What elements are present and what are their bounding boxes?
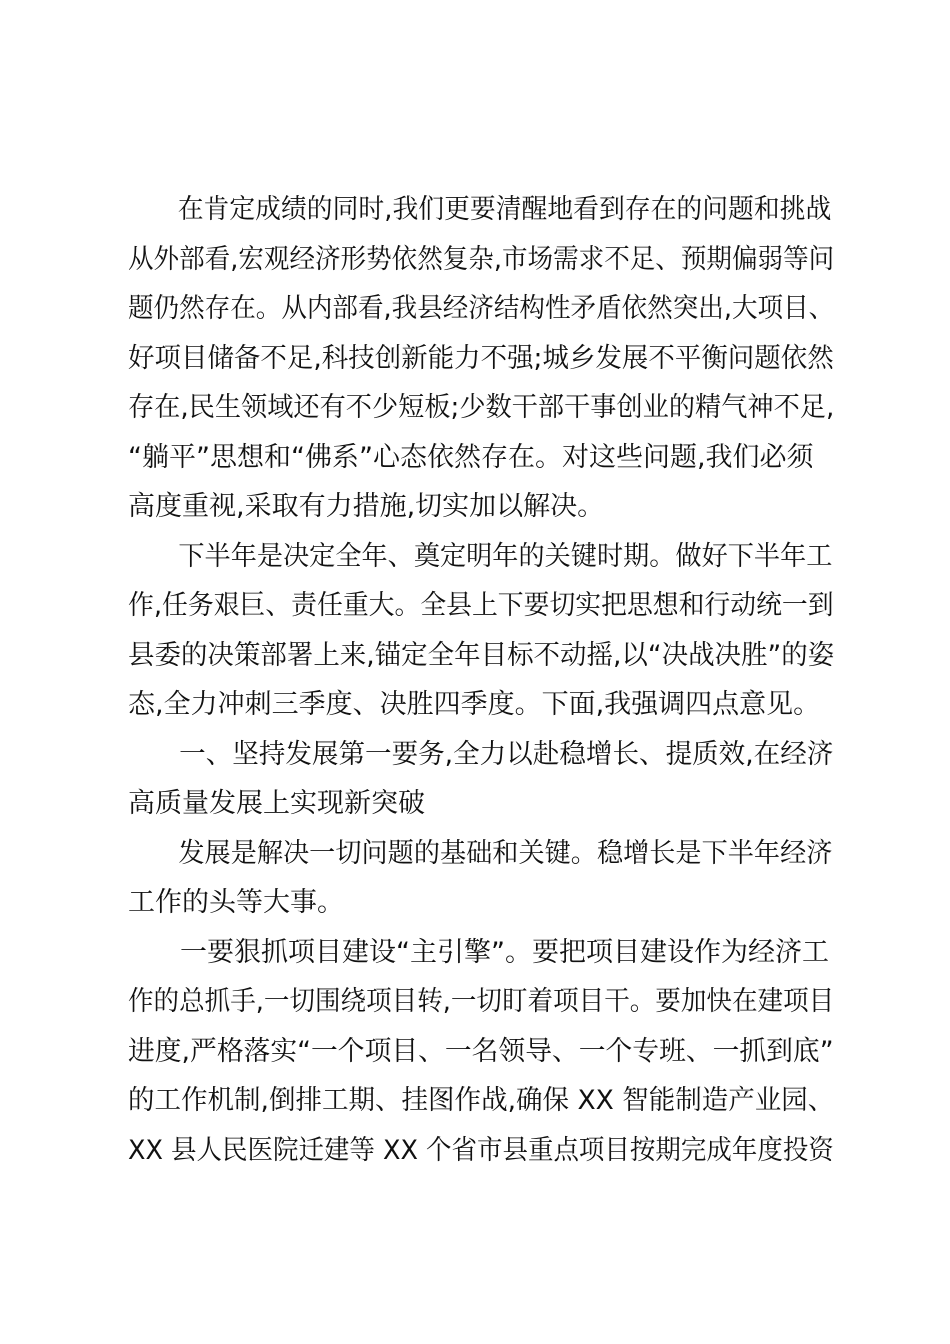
text-line: 在肯定成绩的同时,我们更要清醒地看到存在的问题和挑战 bbox=[177, 194, 832, 225]
text-line: 的工作机制,倒排工期、挂图作战,确保 XX 智能制造产业园、 bbox=[128, 1085, 835, 1116]
text-line: 题仍然存在。从内部看,我县经济结构性矛盾依然突出,大项目、 bbox=[128, 293, 835, 324]
text-line: XX 县人民医院迁建等 XX 个省市县重点项目按期完成年度投资 bbox=[128, 1134, 834, 1166]
text-line: 一、坚持发展第一要务,全力以赴稳增长、提质效,在经济 bbox=[179, 738, 834, 770]
text-line: “躺平”思想和“佛系”心态依然存在。对这些问题,我们必须 bbox=[128, 441, 814, 473]
text-line: 存在,民生领域还有不少短板;少数干部干事创业的精气神不足, bbox=[128, 392, 835, 423]
text-line: 进度,严格落实“一个项目、一名领导、一个专班、一抓到底” bbox=[128, 1035, 834, 1067]
text-line: 下半年是决定全年、奠定明年的关键时期。做好下半年工 bbox=[178, 540, 833, 572]
text-line: 从外部看,宏观经济形势依然复杂,市场需求不足、预期偏弱等问 bbox=[128, 243, 835, 275]
text-line: 县委的决策部署上来,锚定全年目标不动摇,以“决战决胜”的姿 bbox=[128, 639, 835, 671]
text-line: 发展是解决一切问题的基础和关键。稳增长是下半年经济 bbox=[178, 837, 833, 869]
text-line: 好项目储备不足,科技创新能力不强;城乡发展不平衡问题依然 bbox=[128, 342, 834, 374]
text-line: 作的总抓手,一切围绕项目转,一切盯着项目干。要加快在建项目 bbox=[128, 986, 835, 1017]
text-line: 作,任务艰巨、责任重大。全县上下要切实把思想和行动统一到 bbox=[128, 590, 834, 621]
text-line: 一要狠抓项目建设“主引擎”。要把项目建设作为经济工 bbox=[180, 936, 829, 968]
text-line: 态,全力冲刺三季度、决胜四季度。下面,我强调四点意见。 bbox=[128, 689, 821, 720]
text-line: 高质量发展上实现新突破 bbox=[128, 788, 425, 819]
text-line: 高度重视,采取有力措施,切实加以解决。 bbox=[128, 491, 605, 522]
document-body bbox=[128, 185, 834, 1175]
text-line: 工作的头等大事。 bbox=[128, 887, 344, 918]
